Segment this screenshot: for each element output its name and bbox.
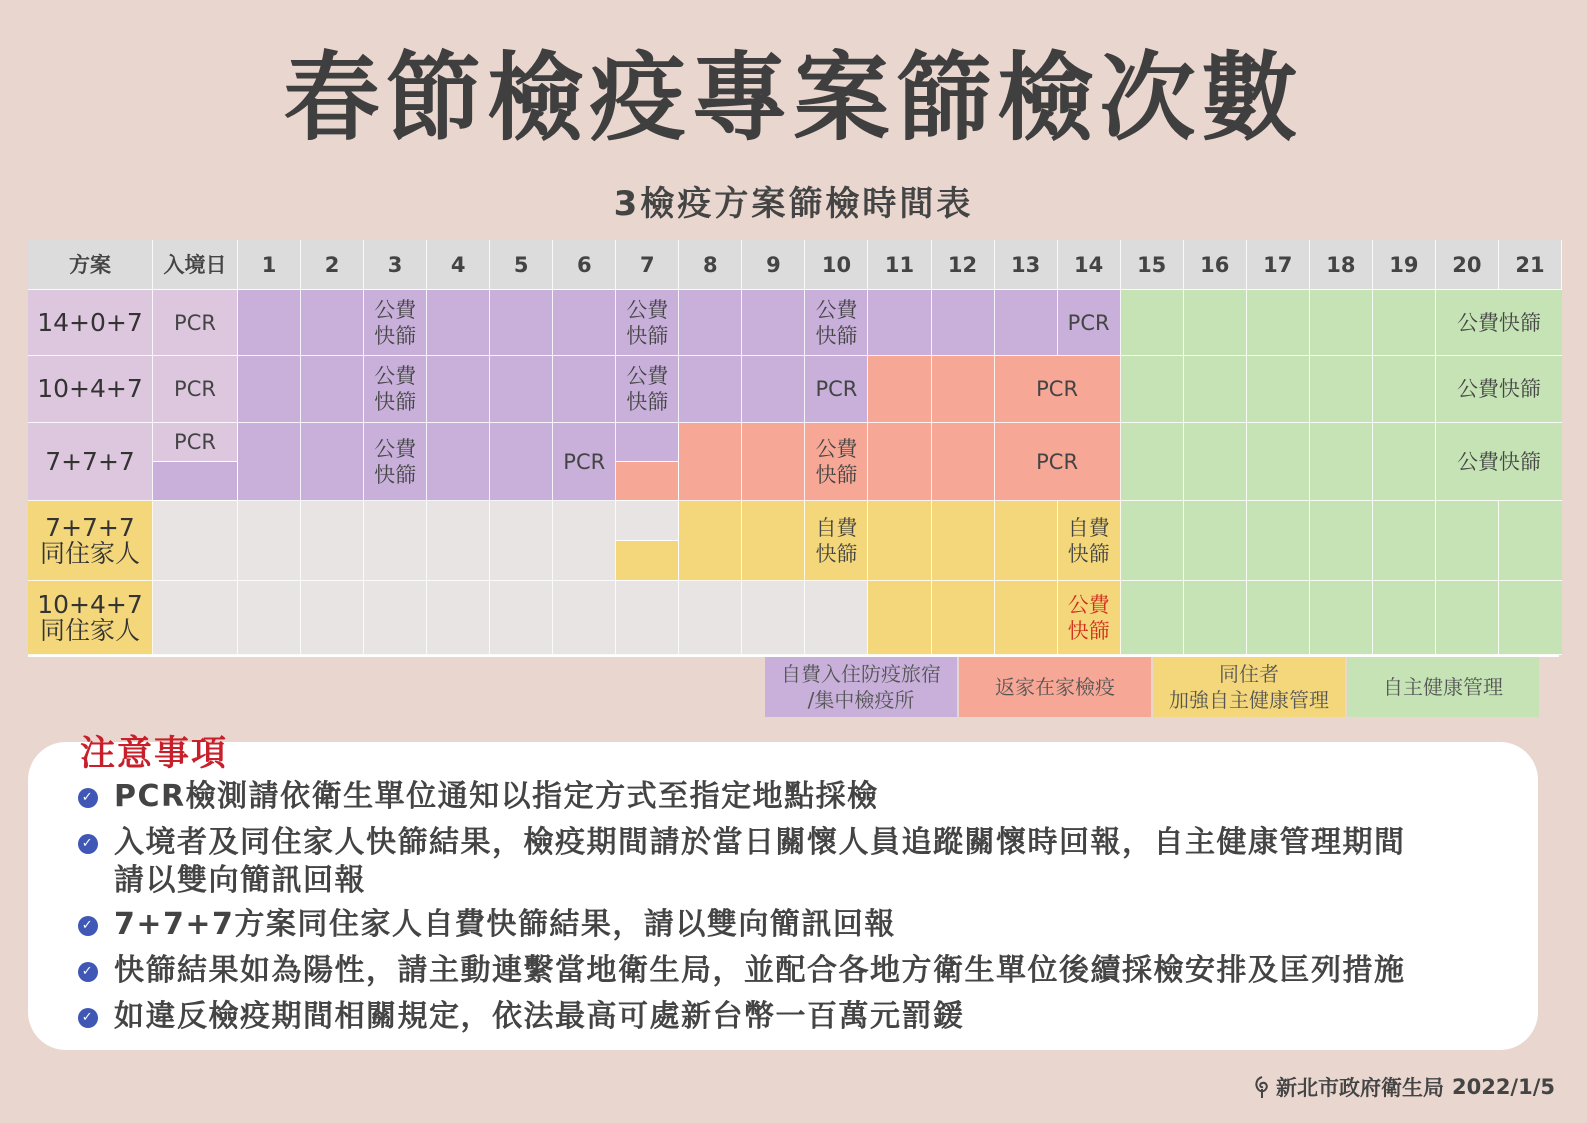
cell [679,581,742,655]
header-day: 9 [742,240,805,290]
cell [1121,356,1184,423]
cell [1247,290,1310,356]
cell [238,501,301,581]
cell-pcr: PCR [995,356,1121,423]
cell [427,581,490,655]
cell [238,581,301,655]
cell-split [153,423,238,501]
cell [153,462,237,500]
cell [238,290,301,356]
header-day: 20 [1436,240,1499,290]
row-label: 10+4+7 同住家人 [28,581,153,655]
cell [1121,290,1184,356]
header-day: 11 [868,240,931,290]
header-day: 4 [427,240,490,290]
header-day: 15 [1121,240,1184,290]
legend-item-self-health-management: 自主健康管理 [1347,657,1539,717]
cell [1310,581,1373,655]
header-day: 8 [679,240,742,290]
legend-item-home-quarantine: 返家在家檢疫 [959,657,1151,717]
cell-public-rapid: 公費 快篩 [1058,581,1121,655]
cell [1373,290,1436,356]
cell [427,290,490,356]
note-item [78,906,896,944]
cell [932,356,995,423]
cell [679,423,742,501]
header-plan: 方案 [28,240,153,290]
cell-split [616,423,679,501]
schedule-table [28,240,1559,657]
row-label: 10+4+7 [28,356,153,423]
check-icon: ✓ [78,834,98,854]
cell [932,290,995,356]
cell-pcr: PCR [1058,290,1121,356]
cell [679,290,742,356]
cell-public-rapid: 公費 快篩 [805,290,868,356]
cell [742,501,805,581]
cell [616,423,678,462]
cell [490,581,553,655]
legend-item-quarantine-hotel: 自費入住防疫旅宿 /集中檢疫所 [765,657,957,717]
cell [1310,501,1373,581]
cell [995,290,1058,356]
cell [364,501,427,581]
cell [153,581,238,655]
cell [427,501,490,581]
cell [868,356,931,423]
header-day: 21 [1499,240,1562,290]
header-day: 2 [301,240,364,290]
header-day: 12 [932,240,995,290]
cell-self-rapid: 自費 快篩 [1058,501,1121,581]
cell [679,356,742,423]
cell-public-rapid: 公費 快篩 [616,290,679,356]
cell-public-rapid: 公費 快篩 [364,290,427,356]
header-day: 1 [238,240,301,290]
cell [995,581,1058,655]
cell-pcr: PCR [153,356,238,423]
cell [490,423,553,501]
cell [1121,501,1184,581]
cell [1184,501,1247,581]
page-title: 春節檢疫專案篩檢次數 [283,42,1304,154]
cell [1373,356,1436,423]
legend-item-cohabitant-management: 同住者 加強自主健康管理 [1153,657,1345,717]
cell [932,581,995,655]
cell [805,581,868,655]
header-day: 16 [1184,240,1247,290]
cell [616,581,679,655]
cell [1310,423,1373,501]
cell [742,290,805,356]
cell [616,501,678,541]
cell [932,423,995,501]
note-item [78,824,1406,900]
cell [364,581,427,655]
note-text: 快篩結果如為陽性，請主動連繫當地衛生局，並配合各地方衛生單位後續採檢安排及匡列措施 [114,953,1406,988]
cell [553,290,616,356]
cell [301,290,364,356]
cell [1310,290,1373,356]
header-entry-day: 入境日 [153,240,238,290]
cell [1499,501,1562,581]
cell-self-rapid: 自費 快篩 [805,501,868,581]
row-label: 14+0+7 [28,290,153,356]
cell-public-rapid: 公費 快篩 [364,356,427,423]
note-item [78,778,879,816]
cell-public-rapid: 公費 快篩 [364,423,427,501]
note-text-line: 入境者及同住家人快篩結果，檢疫期間請於當日關懷人員追蹤關懷時回報，自主健康管理期間 [114,825,1406,860]
cell [1247,581,1310,655]
cell [427,423,490,501]
cell-pcr: PCR [995,423,1121,501]
cell-split [616,501,679,581]
header-day: 5 [490,240,553,290]
cell [1184,290,1247,356]
row-label: 7+7+7 同住家人 [28,501,153,581]
note-item [78,952,1406,990]
health-bureau-logo-icon [1252,1075,1272,1099]
cell [553,501,616,581]
cell [995,501,1058,581]
header-day: 18 [1310,240,1373,290]
cell [1373,423,1436,501]
notes-title: 注意事項 [80,734,229,774]
cell [301,423,364,501]
cell [1436,501,1499,581]
note-text [114,824,1406,900]
header-day: 7 [616,240,679,290]
check-icon: ✓ [78,1008,98,1028]
cell [742,581,805,655]
cell [868,290,931,356]
check-icon: ✓ [78,788,98,808]
header-day: 19 [1373,240,1436,290]
note-text: PCR檢測請依衛生單位通知以指定方式至指定地點採檢 [114,779,879,814]
cell [238,423,301,501]
header-day: 14 [1058,240,1121,290]
page-subtitle: 3檢疫方案篩檢時間表 [613,184,974,224]
cell [1184,423,1247,501]
cell [301,581,364,655]
note-item [78,998,965,1036]
cell [616,541,678,580]
cell [1184,581,1247,655]
cell-public-rapid: 公費快篩 [1436,423,1562,501]
cell [238,356,301,423]
cell [868,501,931,581]
cell [153,501,238,581]
cell [301,501,364,581]
cell [490,501,553,581]
cell [1373,581,1436,655]
cell-pcr: PCR [153,290,238,356]
cell [427,356,490,423]
cell [1499,581,1562,655]
note-text-line: 請以雙向簡訊回報 [114,863,366,898]
footer [1252,1072,1555,1102]
cell [553,356,616,423]
cell [742,423,805,501]
footer-date: 2022/1/5 [1451,1075,1555,1099]
cell-pcr: PCR [805,356,868,423]
cell-public-rapid: 公費快篩 [1436,290,1562,356]
header-day: 3 [364,240,427,290]
header-day: 6 [553,240,616,290]
cell [1310,356,1373,423]
cell [490,290,553,356]
cell-public-rapid: 公費快篩 [1436,356,1562,423]
cell [490,356,553,423]
row-label: 7+7+7 [28,423,153,501]
cell [553,581,616,655]
cell [1184,356,1247,423]
note-text: 如違反檢疫期間相關規定，依法最高可處新台幣一百萬元罰鍰 [114,999,965,1034]
cell [1373,501,1436,581]
cell [1247,423,1310,501]
cell [932,501,995,581]
cell [679,501,742,581]
cell [1247,501,1310,581]
header-day: 13 [995,240,1058,290]
check-icon: ✓ [78,962,98,982]
cell [868,423,931,501]
cell [1247,356,1310,423]
cell-pcr: PCR [153,423,237,462]
notes-panel [28,742,1538,1050]
cell [742,356,805,423]
header-day: 10 [805,240,868,290]
cell [868,581,931,655]
cell [1436,581,1499,655]
cell-public-rapid: 公費 快篩 [805,423,868,501]
header-day: 17 [1247,240,1310,290]
cell-pcr: PCR [553,423,616,501]
cell [1121,581,1184,655]
footer-org: 新北市政府衛生局 [1275,1076,1444,1100]
cell-public-rapid: 公費 快篩 [616,356,679,423]
check-icon: ✓ [78,916,98,936]
note-text: 7+7+7方案同住家人自費快篩結果，請以雙向簡訊回報 [114,907,896,942]
cell [301,356,364,423]
cell [616,462,678,500]
cell [1121,423,1184,501]
